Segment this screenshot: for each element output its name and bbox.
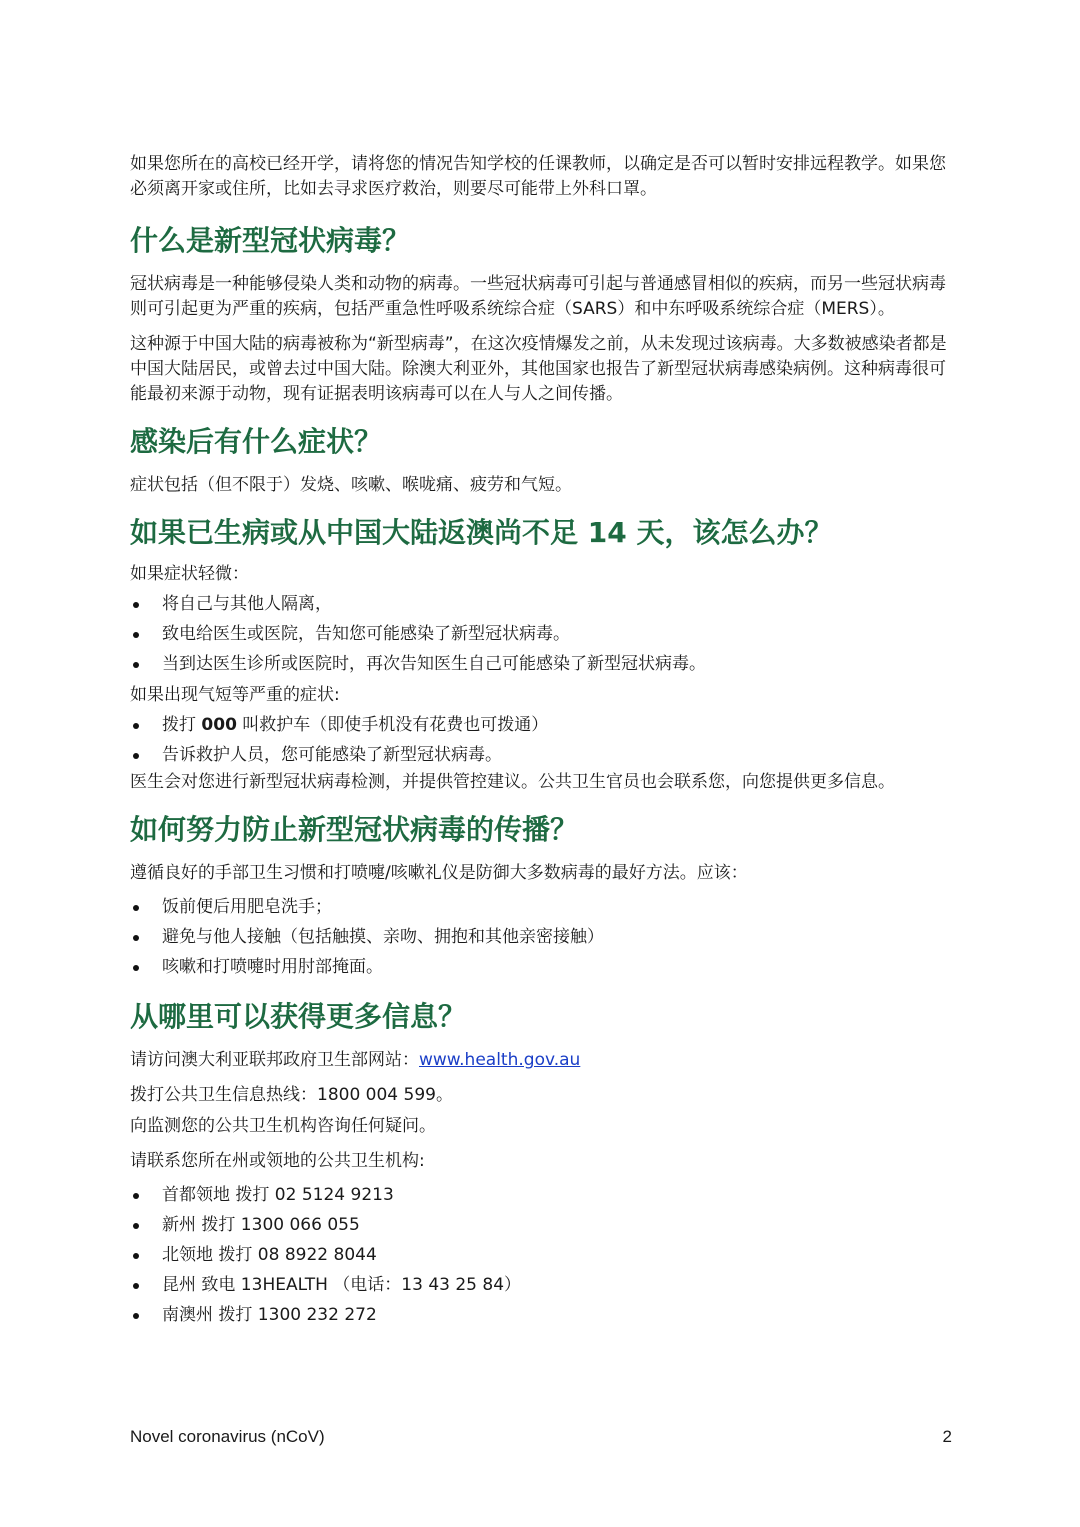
heading-symptoms: 感染后有什么症状？: [130, 425, 383, 458]
visit-text: 请访问澳大利亚联邦政府卫生部网站：: [130, 1050, 419, 1070]
list-item: 当到达医生诊所或医院时，再次告知医生自己可能感染了新型冠状病毒。: [130, 649, 950, 679]
health-website-link[interactable]: www.health.gov.au: [419, 1050, 581, 1070]
heading-text-post: 天，该怎么办？: [626, 516, 833, 549]
paragraph-hygiene: 遵循良好的手部卫生习惯和打喷嚏/咳嗽礼仪是防御大多数病毒的最好方法。应该：: [130, 863, 748, 883]
list-item: 饭前便后用肥皂洗手；: [130, 892, 950, 922]
paragraph-visit-website: [130, 1048, 950, 1073]
intro-paragraph: 如果您所在的高校已经开学，请将您的情况告知学校的任课教师，以确定是否可以暂时安排远程教学。如果您必须离开家或住所，比如去寻求医疗救治，则要尽可能带上外科口罩。: [130, 154, 946, 199]
list-item: 昆州 致电 13HEALTH （电话：13 43 25 84）: [130, 1270, 950, 1300]
item-text: 拨打: [162, 715, 202, 735]
severe-symptoms-list: [130, 710, 950, 770]
prevention-list: [130, 892, 950, 982]
heading-text-pre: 如果已生病或从中国大陆返澳尚不足: [130, 516, 588, 549]
heading-what-to-do: [130, 516, 950, 550]
list-item: 新州 拨打 1300 066 055: [130, 1210, 950, 1240]
severe-symptoms-label: 如果出现气短等严重的症状:: [130, 685, 340, 705]
footer-title: Novel coronavirus (nCoV): [130, 1427, 325, 1446]
page-footer: [130, 1425, 952, 1449]
contact-label: 请联系您所在州或领地的公共卫生机构:: [130, 1151, 425, 1171]
document-page: [130, 152, 950, 1330]
list-item: 咳嗽和打喷嚏时用肘部掩面。: [130, 952, 950, 982]
heading-more-info: 从哪里可以获得更多信息？: [130, 1000, 467, 1033]
paragraph-virus-origin: 这种源于中国大陆的病毒被称为“新型病毒”，在这次疫情爆发之前，从未发现过该病毒。大多数被感染者都是中国大陆居民，或曾去过中国大陆。除澳大利亚外，其他国家也报告了新型冠状病毒感染病例。这种病毒很可能最初来源于动物，现有证据表明该病毒可以在人与人之间传播。: [130, 334, 947, 404]
mild-symptoms-label: 如果症状轻微：: [130, 564, 249, 584]
mild-symptoms-list: [130, 589, 950, 679]
list-item: 首都领地 拨打 02 5124 9213: [130, 1180, 950, 1210]
list-item: 避免与他人接触（包括触摸、亲吻、拥抱和其他亲密接触）: [130, 922, 950, 952]
paragraph-coronavirus-definition: 冠状病毒是一种能够侵染人类和动物的病毒。一些冠状病毒可引起与普通感冒相似的疾病，而另一些冠状病毒则可引起更为严重的疾病，包括严重急性呼吸系统综合症（SARS）和中东呼吸系统综合症（MERS）。: [130, 274, 946, 319]
heading-days-number: 14: [587, 516, 627, 549]
list-item: 致电给医生或医院，告知您可能感染了新型冠状病毒。: [130, 619, 950, 649]
paragraph-hotline: 拨打公共卫生信息热线：1800 004 599。: [130, 1085, 453, 1105]
contacts-list: [130, 1180, 950, 1330]
paragraph-symptoms: 症状包括（但不限于）发烧、咳嗽、喉咙痛、疲劳和气短。: [130, 475, 572, 495]
list-item: 北领地 拨打 08 8922 8044: [130, 1240, 950, 1270]
list-item: 告诉救护人员，您可能感染了新型冠状病毒。: [130, 740, 950, 770]
emergency-number: 000: [201, 715, 237, 735]
item-text: 叫救护车（即使手机没有花费也可拨通）: [236, 715, 549, 735]
paragraph-ask: 向监测您的公共卫生机构咨询任何疑问。: [130, 1116, 436, 1136]
list-item: [130, 710, 950, 740]
heading-what-is-virus: 什么是新型冠状病毒？: [130, 224, 411, 257]
list-item: 将自己与其他人隔离，: [130, 589, 950, 619]
paragraph-doctor-testing: 医生会对您进行新型冠状病毒检测，并提供管控建议。公共卫生官员也会联系您，向您提供更多信息。: [130, 772, 895, 792]
list-item: 南澳州 拨打 1300 232 272: [130, 1300, 950, 1330]
heading-prevention: 如何努力防止新型冠状病毒的传播？: [130, 813, 579, 846]
page-number: 2: [942, 1427, 952, 1446]
